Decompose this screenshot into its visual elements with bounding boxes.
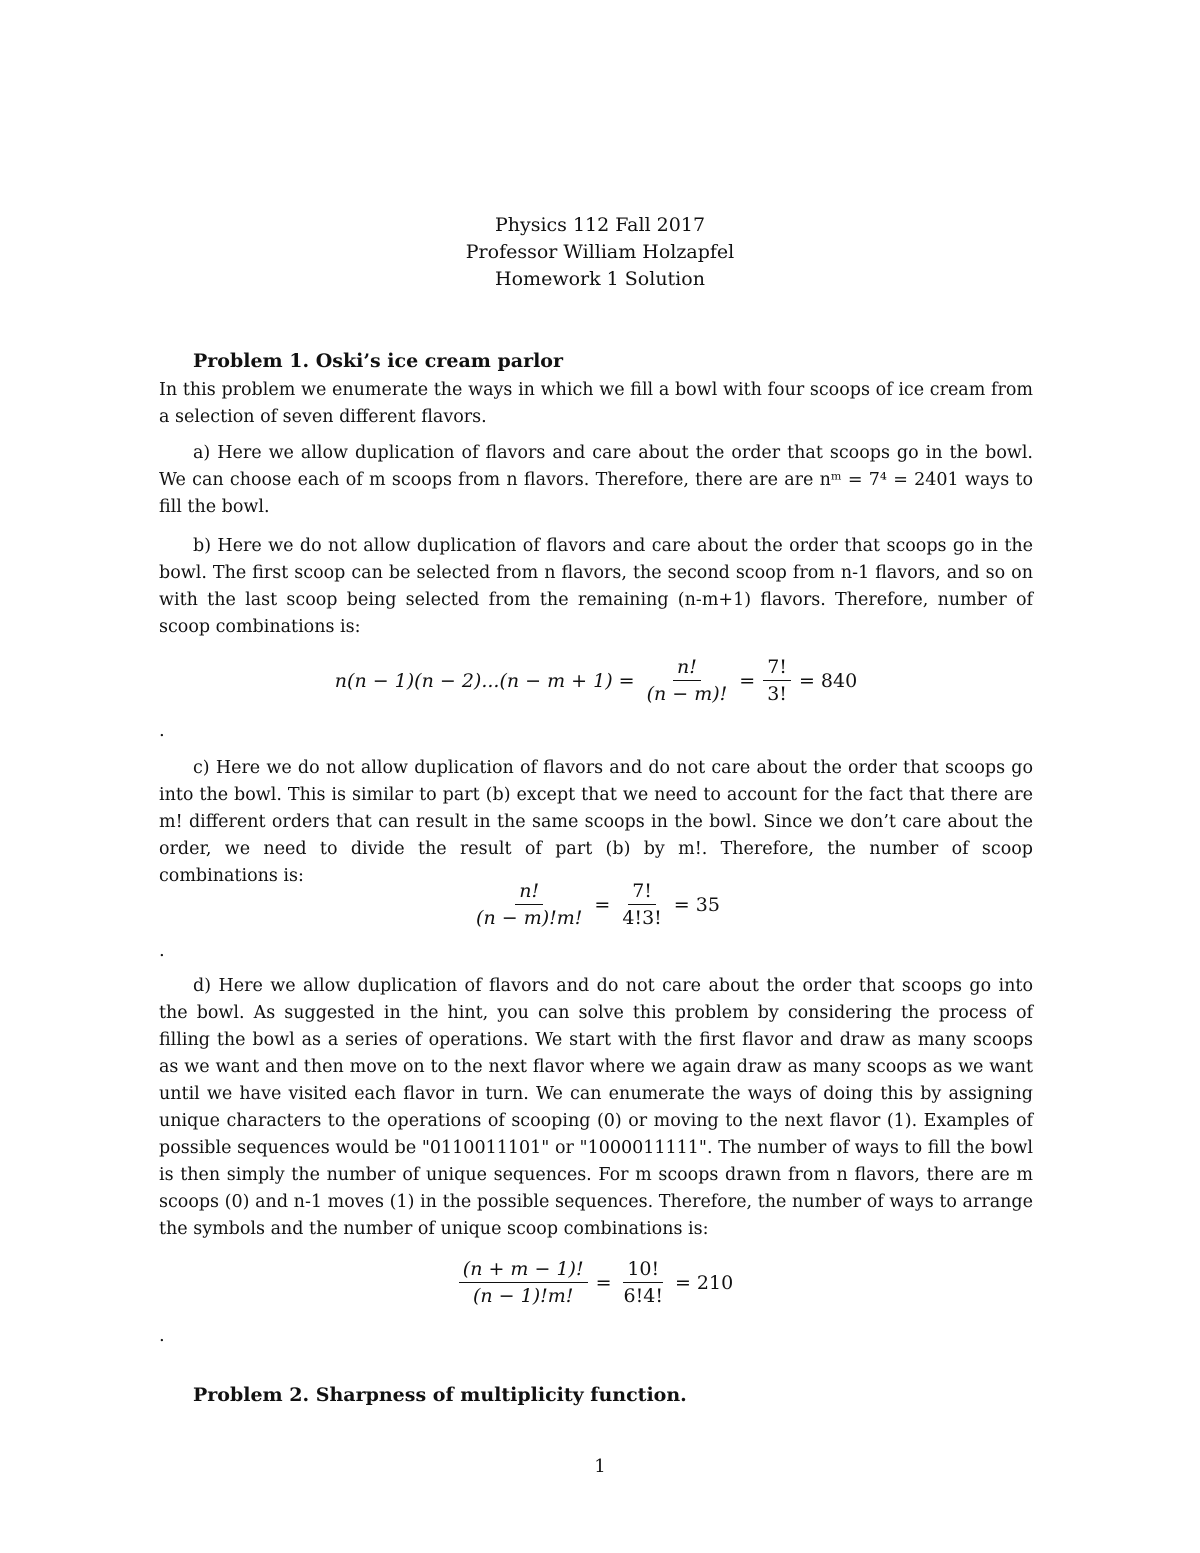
eq-c-frac1-numerator: n! bbox=[515, 880, 543, 905]
eq-b-equals: = bbox=[739, 669, 756, 692]
eq-b-fraction-2 bbox=[763, 656, 791, 705]
eq-c-equals: = bbox=[594, 893, 611, 916]
equation-d bbox=[159, 1258, 1033, 1307]
eq-d-frac1-denominator: (n − 1)!m! bbox=[472, 1285, 574, 1307]
period-mark: . bbox=[159, 1325, 165, 1346]
professor-name: Professor William Holzapfel bbox=[465, 241, 735, 263]
eq-c-fraction-1 bbox=[472, 880, 586, 929]
problem1-heading: Problem 1. Oski’s ice cream parlor bbox=[193, 350, 563, 372]
eq-b-lhs: n(n − 1)(n − 2)...(n − m + 1) = bbox=[334, 669, 635, 692]
eq-b-frac1-denominator: (n − m)! bbox=[646, 683, 728, 705]
eq-b-frac2-numerator: 7! bbox=[763, 656, 791, 681]
document-header bbox=[0, 212, 1200, 293]
eq-b-result: = 840 bbox=[798, 669, 858, 692]
eq-d-equals: = bbox=[595, 1271, 612, 1294]
eq-c-frac1-denominator: (n − m)!m! bbox=[476, 907, 583, 929]
eq-b-frac1-numerator: n! bbox=[673, 656, 701, 681]
eq-c-frac2-numerator: 7! bbox=[628, 880, 656, 905]
part-d-paragraph: d) Here we allow duplication of flavors and do not care about the order that scoops go into the bowl. As suggested in the hint, you can solve this problem by considering the process of filling the bowl as a series of operations. We start with the first flavor and draw as many scoops as we want and then move on to the next flavor where we again draw as many scoops as we want until we have visited each flavor in turn. We can enumerate the ways of doing this by assigning unique characters to the operations of scooping (0) or moving to the next flavor (1). Examples of possible sequences would be "0110011101" or "1000011111". The number of ways to fill the bowl is then simply the number of unique sequences. For m scoops drawn from n flavors, there are m scoops (0) and n-1 moves (1) in the possible sequences. Therefore, the number of ways to arrange the symbols and the number of unique scoop combinations is: bbox=[159, 976, 1033, 1239]
eq-b-frac2-denominator: 3! bbox=[767, 683, 787, 705]
part-b-paragraph: b) Here we do not allow duplication of flavors and care about the order that scoops go in the bowl. The first scoop can be selected from n flavors, the second scoop from n-1 flavors, and so on with the last scoop being selected from the remaining (n-m+1) flavors. Therefore, number of scoop combinations is: bbox=[159, 536, 1033, 637]
eq-d-frac1-numerator: (n + m − 1)! bbox=[459, 1258, 588, 1283]
page-number: 1 bbox=[594, 1456, 606, 1477]
eq-d-fraction-1 bbox=[459, 1258, 588, 1307]
part-c-paragraph: c) Here we do not allow duplication of flavors and do not care about the order that scoops go into the bowl. This is similar to part (b) except that we need to account for the fact that there are m! different orders that can result in the same scoops in the bowl. Since we don’t care about the order, we need to divide the result of part (b) by m!. Therefore, the number of scoop combinations is: bbox=[159, 758, 1033, 886]
problem2-heading: Problem 2. Sharpness of multiplicity function. bbox=[193, 1384, 687, 1406]
equation-b bbox=[159, 656, 1033, 705]
homework-title: Homework 1 Solution bbox=[495, 268, 705, 290]
period-mark: . bbox=[159, 940, 165, 961]
eq-c-frac2-denominator: 4!3! bbox=[622, 907, 662, 929]
eq-c-fraction-2 bbox=[618, 880, 665, 929]
course-title: Physics 112 Fall 2017 bbox=[494, 214, 706, 236]
eq-d-fraction-2 bbox=[620, 1258, 667, 1307]
eq-c-result: = 35 bbox=[673, 893, 720, 916]
part-a-paragraph: a) Here we allow duplication of flavors and care about the order that scoops go in the bowl. We can choose each of m scoops from n flavors. Therefore, there are are nᵐ = 7⁴ = 2401 ways to fill the bowl. bbox=[159, 443, 1033, 517]
equation-c bbox=[159, 880, 1033, 929]
eq-d-frac2-denominator: 6!4! bbox=[623, 1285, 663, 1307]
problem1-intro: In this problem we enumerate the ways in which we fill a bowl with four scoops of ice cream from a selection of seven different flavors. bbox=[159, 380, 1033, 427]
eq-d-frac2-numerator: 10! bbox=[623, 1258, 663, 1283]
eq-d-result: = 210 bbox=[674, 1271, 734, 1294]
period-mark: . bbox=[159, 720, 165, 741]
eq-b-fraction-1 bbox=[643, 656, 732, 705]
